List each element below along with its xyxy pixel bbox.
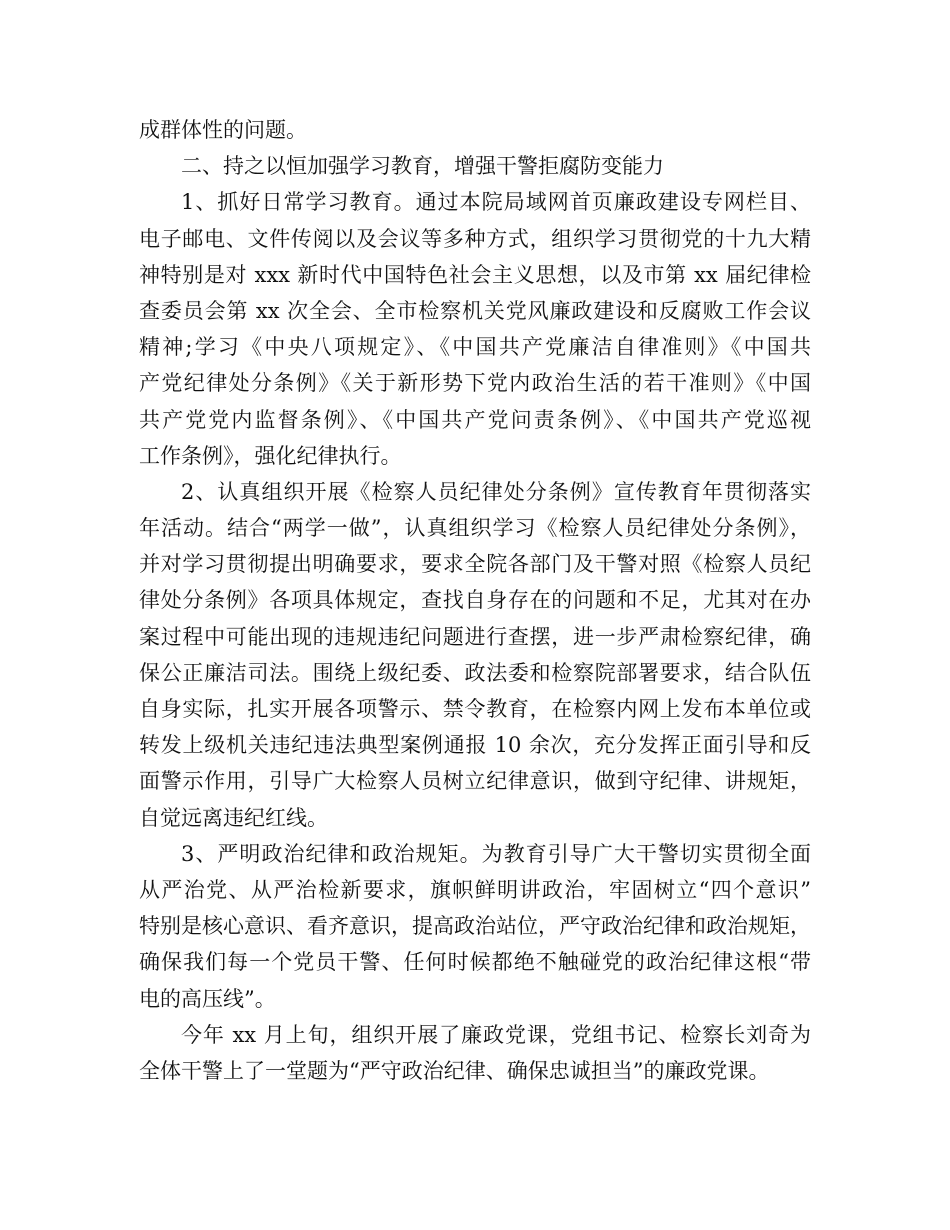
paragraph-continuation: [139, 112, 811, 148]
text-line: 确保我们每一个党员干警、任何时候都绝不触碰党的政治纪律这根“带: [139, 950, 811, 975]
section-heading: [139, 148, 811, 184]
text-line: 年活动。结合“两学一做”，认真组织学习《检察人员纪律处分条例》，: [139, 516, 811, 541]
text-line: 3、严明政治纪律和政治规矩。为教育引导广大干警切实贯彻全面: [181, 841, 811, 866]
text-line: 今年 xx 月上旬，组织开展了廉政党课，党组书记、检察长刘奇为: [181, 1022, 811, 1047]
text-line: 面警示作用，引导广大检察人员树立纪律意识，做到守纪律、讲规矩，: [139, 769, 811, 794]
text-line: 保公正廉洁司法。围绕上级纪委、政法委和检察院部署要求，结合队伍: [139, 660, 811, 685]
document-body: [139, 112, 811, 1089]
text-line: 精神;学习《中央八项规定》、《中国共产党廉洁自律准则》《中国共: [139, 335, 811, 360]
text-line: 转发上级机关违纪违法典型案例通报 10 余次，充分发挥正面引导和反: [139, 733, 811, 758]
text-line: 2、认真组织开展《检察人员纪律处分条例》宣传教育年贯彻落实: [181, 479, 811, 504]
text-line: 从严治党、从严治检新要求，旗帜鲜明讲政治，牢固树立“四个意识”: [139, 877, 811, 902]
text-line: 神特别是对 xxx 新时代中国特色社会主义思想，以及市第 xx 届纪律检: [139, 262, 811, 287]
text-line: 案过程中可能出现的违规违纪问题进行查摆，进一步严肃检察纪律，确: [139, 624, 811, 649]
text-line: 自身实际，扎实开展各项警示、禁令教育，在检察内网上发布本单位或: [139, 697, 811, 721]
paragraph-discipline-regulations: [139, 474, 811, 836]
text-line: 工作条例》，强化纪律执行。: [139, 443, 402, 468]
text-line: 电子邮电、文件传阅以及会议等多种方式，组织学习贯彻党的十九大精: [139, 226, 811, 251]
text-line: 自觉远离违纪红线。: [139, 805, 328, 830]
paragraph-party-lecture: [139, 1017, 811, 1089]
text-line: 电的高压线”。: [139, 986, 276, 1011]
text-line: 产党纪律处分条例》《关于新形势下党内政治生活的若干准则》《中国: [139, 371, 811, 396]
paragraph-daily-study: [139, 184, 811, 474]
text-line: 成群体性的问题。: [139, 118, 307, 142]
paragraph-political-discipline: [139, 836, 811, 1017]
text-line: 共产党党内监督条例》、《中国共产党问责条例》、《中国共产党巡视: [139, 407, 811, 432]
text-line: 并对学习贯彻提出明确要求，要求全院各部门及干警对照《检察人员纪: [139, 552, 811, 577]
heading-line: 二、持之以恒加强学习教育，增强干警拒腐防变能力: [181, 154, 664, 179]
text-line: 查委员会第 xx 次全会、全市检察机关党风廉政建设和反腐败工作会议: [139, 298, 811, 323]
text-line: 特别是核心意识、看齐意识，提高政治站位，严守政治纪律和政治规矩，: [139, 914, 811, 939]
text-line: 律处分条例》各项具体规定，查找自身存在的问题和不足，尤其对在办: [139, 588, 811, 613]
text-line: 全体干警上了一堂题为“严守政治纪律、确保忠诚担当”的廉政党课。: [139, 1058, 770, 1083]
text-line: 1、抓好日常学习教育。通过本院局域网首页廉政建设专网栏目、: [181, 190, 811, 215]
